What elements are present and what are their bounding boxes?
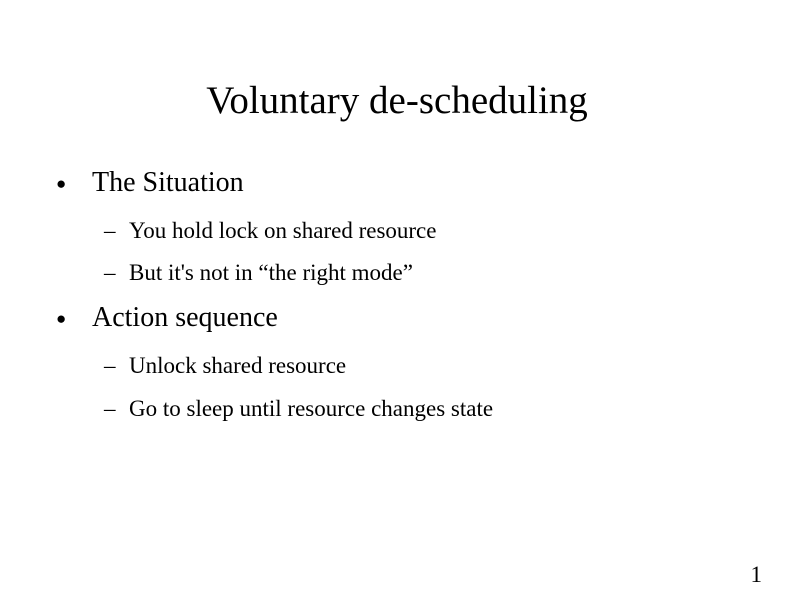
bullet-heading: The Situation: [92, 167, 244, 198]
sub-bullet-text: Unlock shared resource: [129, 353, 347, 378]
bullet-marker: ●: [56, 309, 67, 328]
bullet-marker: ●: [56, 174, 67, 193]
sub-bullet-marker: –: [104, 260, 116, 285]
sub-bullet-marker: –: [104, 218, 116, 243]
sub-bullet-text: Go to sleep until resource changes state: [129, 396, 494, 421]
slide-number: 1: [750, 562, 762, 587]
bullet-heading: Action sequence: [92, 302, 278, 333]
sub-bullet-text: But it's not in “the right mode”: [129, 260, 413, 285]
slide-title: Voluntary de-scheduling: [206, 79, 588, 122]
sub-bullet-text: You hold lock on shared resource: [129, 218, 437, 243]
sub-bullet-marker: –: [104, 396, 116, 421]
sub-bullet-marker: –: [104, 353, 116, 378]
